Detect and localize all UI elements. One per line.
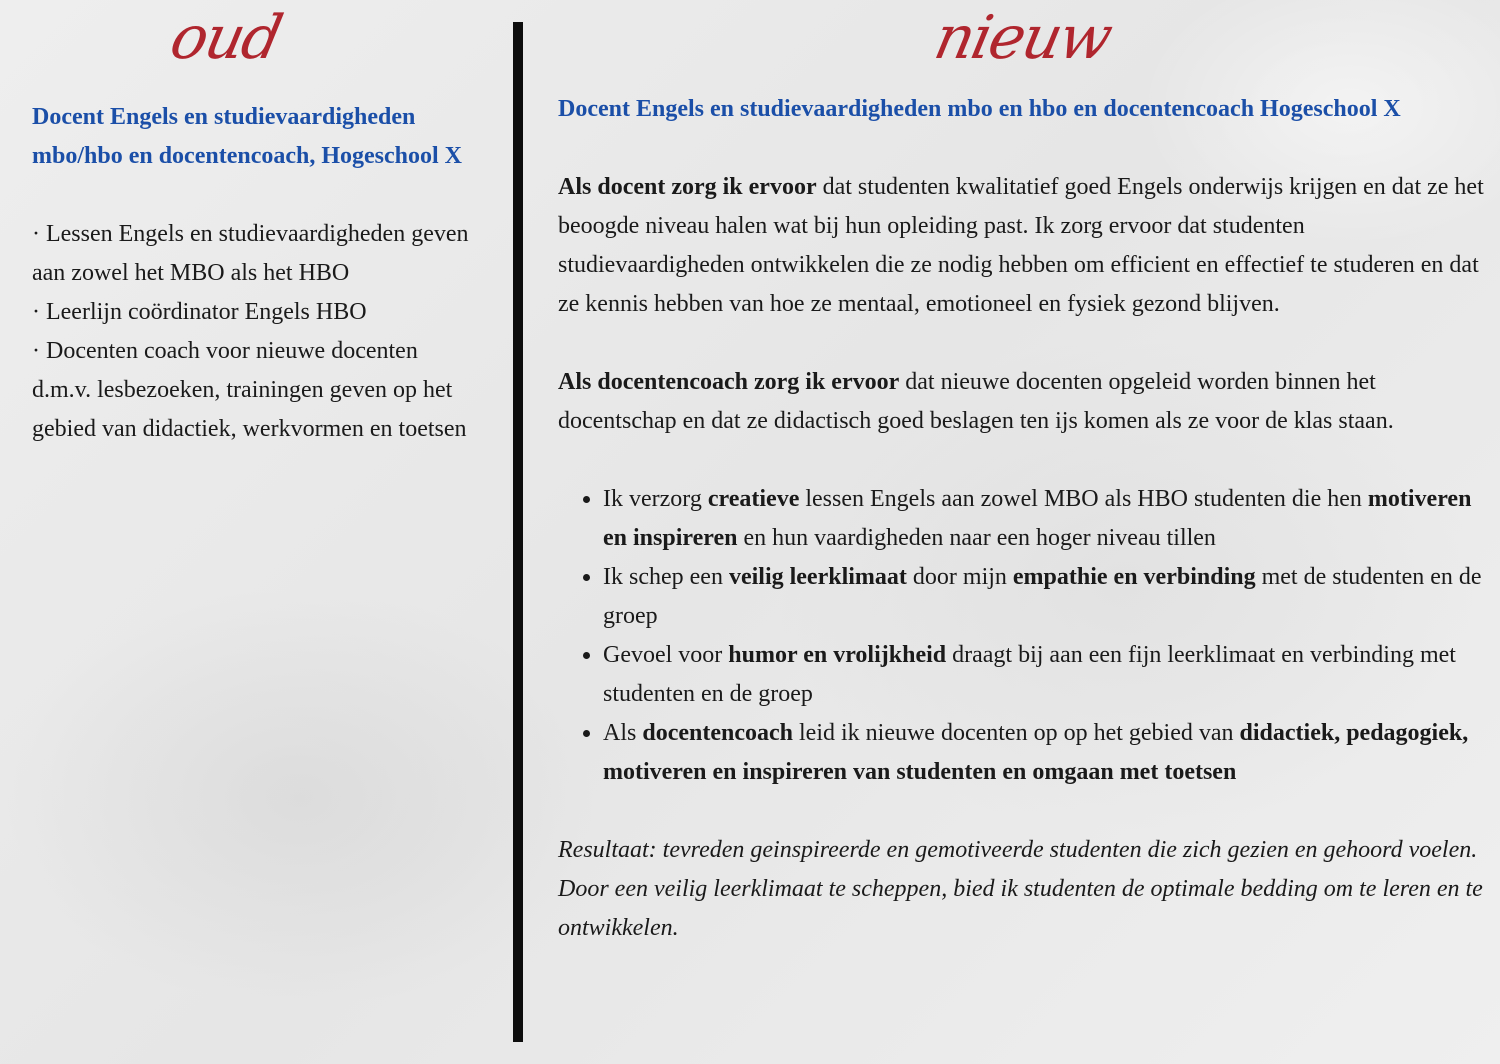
old-line: · Docenten coach voor nieuwe docenten d.m.v. lesbezoeken, trainingen geven op het gebied van didactiek, werkvormen en toetsen	[32, 338, 467, 442]
coach-paragraph-text: dat nieuwe docenten opgeleid worden binnen het docentschap en dat ze didactisch goed beslagen ten ijs komen als ze voor de klas staan.	[558, 369, 1394, 434]
bullet-text: draagt bij aan een fijn leerklimaat en verbinding met studenten en de groep	[603, 642, 1456, 707]
bullet-text: Gevoel voor	[603, 642, 729, 668]
docent-paragraph-lead: Als docent zorg ik ervoor	[558, 174, 817, 200]
new-column-heading: nieuw	[928, 3, 1117, 73]
bullet-emphasis: creatieve	[707, 486, 800, 512]
strengths-list	[558, 480, 1488, 792]
bullet-text: Ik schep een	[603, 564, 729, 590]
bullet-text: leid ik nieuwe docenten op op het gebied van	[793, 720, 1240, 746]
old-line: · Lessen Engels en studievaardigheden geven aan zowel het MBO als het HBO	[32, 221, 469, 286]
bullet-text: met de studenten en de groep	[603, 564, 1482, 629]
new-job-title: Docent Engels en studievaardigheden mbo en hbo en docentencoach Hogeschool X	[558, 96, 1401, 122]
result-paragraph: Resultaat: tevreden geinspireerde en gemotiveerde studenten die zich gezien en gehoord voelen. Door een veilig leerklimaat te scheppen, bied ik studenten de optimale bedding om te leren en te ontwikkelen.	[558, 837, 1483, 941]
docent-paragraph-text: dat studenten kwalitatief goed Engels onderwijs krijgen en dat ze het beoogde niveau halen wat bij hun opleiding past. Ik zorg ervoor dat studenten studievaardigheden ontwikkelen die ze nodig hebben om efficient en effectief te studeren en dat ze kennis hebben van hoe ze mentaal, emotioneel en fysiek gezond blijven.	[558, 174, 1484, 317]
bullet-emphasis: motiveren en inspireren	[603, 486, 1472, 551]
bullet-emphasis: veilig leerklimaat	[728, 564, 907, 590]
column-divider	[513, 22, 523, 1042]
old-job-title: Docent Engels en studievaardigheden mbo/hbo en docentencoach, Hogeschool X	[32, 104, 463, 169]
old-column	[32, 98, 482, 449]
bullet-emphasis: humor en vrolijkheid	[728, 642, 947, 668]
list-item	[603, 558, 1488, 636]
bullet-text: door mijn	[906, 564, 1013, 590]
docent-paragraph	[558, 168, 1488, 324]
bullet-emphasis: didactiek, pedagogiek, motiveren en inspireren van studenten en omgaan met toetsen	[603, 720, 1469, 785]
bullet-text: Als	[603, 720, 643, 746]
list-item	[603, 636, 1488, 714]
coach-paragraph-lead: Als docentencoach zorg ik ervoor	[558, 369, 900, 395]
bullet-emphasis: docentencoach	[642, 720, 793, 746]
coach-paragraph	[558, 363, 1488, 441]
list-item	[603, 480, 1488, 558]
bullet-emphasis: empathie en verbinding	[1012, 564, 1256, 590]
old-description	[32, 215, 482, 449]
bullet-text: lessen Engels aan zowel MBO als HBO studenten die hen	[799, 486, 1368, 512]
new-column	[558, 90, 1488, 948]
bullet-text: Ik verzorg	[603, 486, 708, 512]
bullet-text: en hun vaardigheden naar een hoger niveau tillen	[737, 525, 1216, 551]
old-line: · Leerlijn coördinator Engels HBO	[32, 299, 367, 325]
old-column-heading: oud	[164, 3, 287, 73]
list-item	[603, 714, 1488, 792]
